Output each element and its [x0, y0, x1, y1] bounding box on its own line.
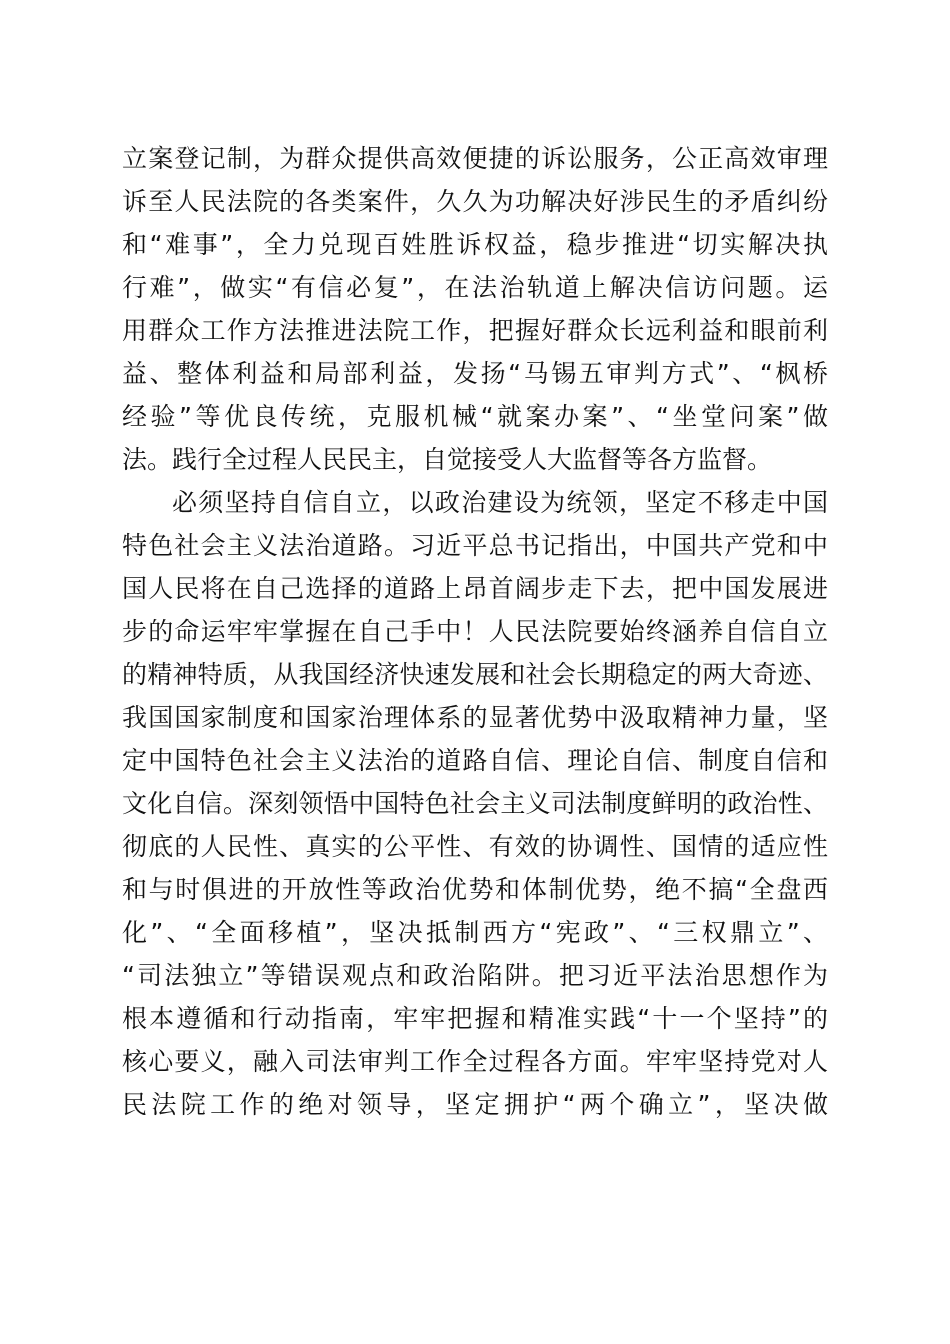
text-line: 经验”等优良传统，克服机械“就案办案”、“坐堂问案”做: [122, 402, 828, 431]
text-line: 益、整体利益和局部利益，发扬“马锡五审判方式”、“枫桥: [122, 359, 828, 388]
text-line: 彻底的人民性、真实的公平性、有效的协调性、国情的适应性: [122, 832, 828, 861]
text-line: 定中国特色社会主义法治的道路自信、理论自信、制度自信和: [122, 746, 828, 775]
text-line: 法。践行全过程人民民主，自觉接受人大监督等各方监督。: [122, 445, 773, 474]
text-line: 和与时俱进的开放性等政治优势和体制优势，绝不搞“全盘西: [122, 875, 828, 904]
text-line: 化”、“全面移植”，坚决抵制西方“宪政”、“三权鼎立”、: [122, 918, 828, 947]
text-line: 根本遵循和行动指南，牢牢把握和精准实践“十一个坚持”的: [122, 1004, 828, 1033]
text-line: 核心要义，融入司法审判工作全过程各方面。牢牢坚持党对人: [122, 1047, 828, 1076]
text-line: 立案登记制，为群众提供高效便捷的诉讼服务，公正高效审理: [122, 144, 828, 173]
text-line: 的精神特质，从我国经济快速发展和社会长期稳定的两大奇迹、: [122, 660, 828, 689]
text-line: 步的命运牢牢掌握在自己手中！人民法院要始终涵养自信自立: [122, 617, 828, 646]
text-line: “司法独立”等错误观点和政治陷阱。把习近平法治思想作为: [122, 961, 828, 990]
text-line: 民法院工作的绝对领导，坚定拥护“两个确立”，坚决做: [122, 1090, 828, 1119]
text-line: 用群众工作方法推进法院工作，把握好群众长远利益和眼前利: [122, 316, 828, 345]
text-line: 文化自信。深刻领悟中国特色社会主义司法制度鲜明的政治性、: [122, 789, 828, 818]
text-line: 诉至人民法院的各类案件，久久为功解决好涉民生的矛盾纠纷: [122, 187, 828, 216]
paragraph-first-line: 必须坚持自信自立，以政治建设为统领，坚定不移走中国: [172, 488, 828, 517]
text-line: 国人民将在自己选择的道路上昂首阔步走下去，把中国发展进: [122, 574, 828, 603]
text-line: 和“难事”，全力兑现百姓胜诉权益，稳步推进“切实解决执: [122, 230, 828, 259]
text-line: 我国国家制度和国家治理体系的显著优势中汲取精神力量，坚: [122, 703, 828, 732]
text-line: 行难”，做实“有信必复”，在法治轨道上解决信访问题。运: [122, 273, 828, 302]
text-line: 特色社会主义法治道路。习近平总书记指出，中国共产党和中: [122, 531, 828, 560]
